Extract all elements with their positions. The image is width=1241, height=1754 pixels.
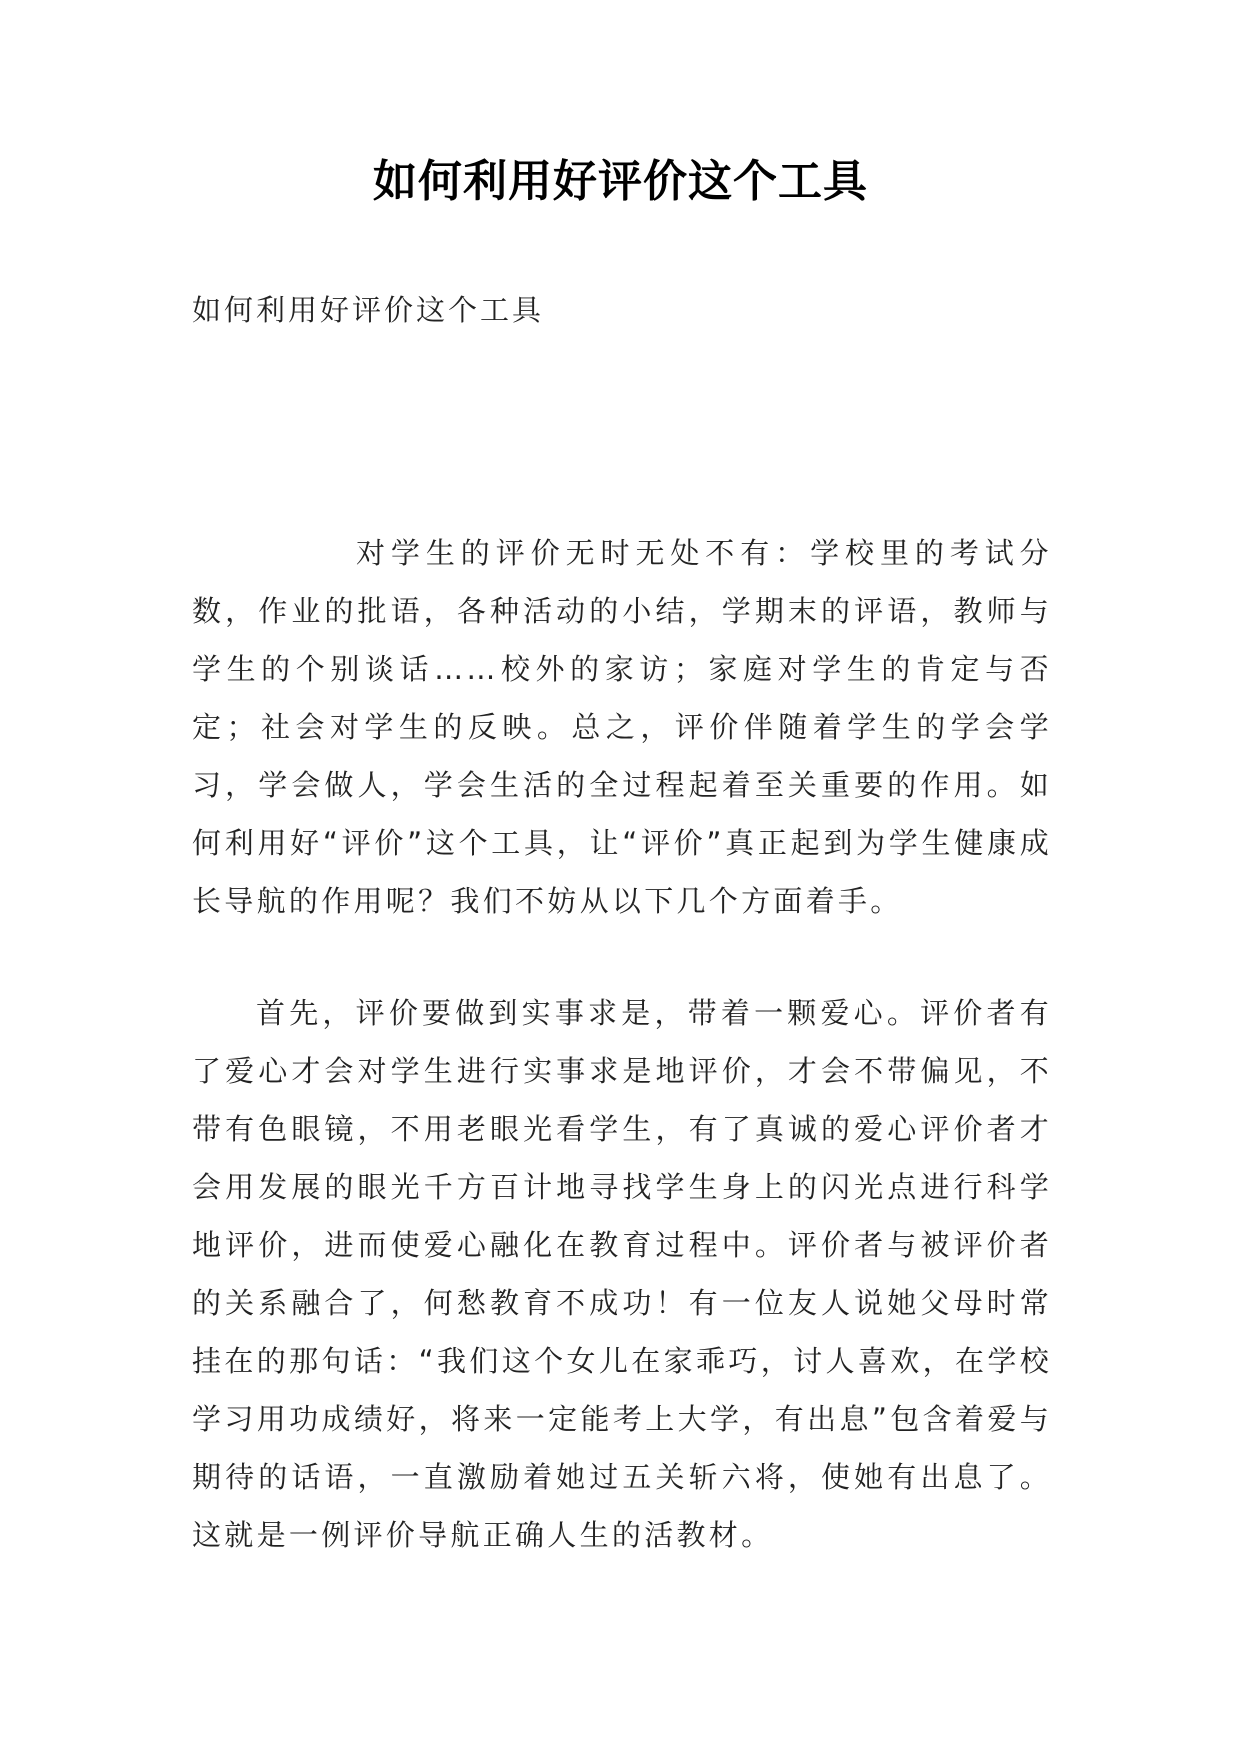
body-paragraph-2: 首先，评价要做到实事求是，带着一颗爱心。评价者有了爱心才会对学生进行实事求是地评价，才会不带偏见，不带有色眼镜，不用老眼光看学生，有了真诚的爱心评价者才会用发展的眼光千方百计地寻找学生身上的闪光点进行科学地评价，进而使爱心融化在教育过程中。评价者与被评价者的关系融合了，何愁教育不成功！有一位友人说她父母时常挂在的那句话：“我们这个女儿在家乖巧，讨人喜欢，在学校学习用功成绩好，将来一定能考上大学，有出息”包含着爱与期待的话语，一直激励着她过五关斩六将，使她有出息了。这就是一例评价导航正确人生的活教材。	[192, 996, 1052, 1552]
document-subtitle: 如何利用好评价这个工具	[192, 293, 545, 327]
body-paragraph-1: 对学生的评价无时无处不有：学校里的考试分数，作业的批语，各种活动的小结，学期末的评语，教师与学生的个别谈话……校外的家访；家庭对学生的肯定与否定；社会对学生的反映。总之，评价伴随着学生的学会学习，学会做人，学会生活的全过程起着至关重要的作用。如何利用好“评价”这个工具，让“评价”真正起到为学生健康成长导航的作用呢？我们不妨从以下几个方面着手。	[192, 536, 1052, 918]
document-title: 如何利用好评价这个工具	[373, 156, 868, 207]
